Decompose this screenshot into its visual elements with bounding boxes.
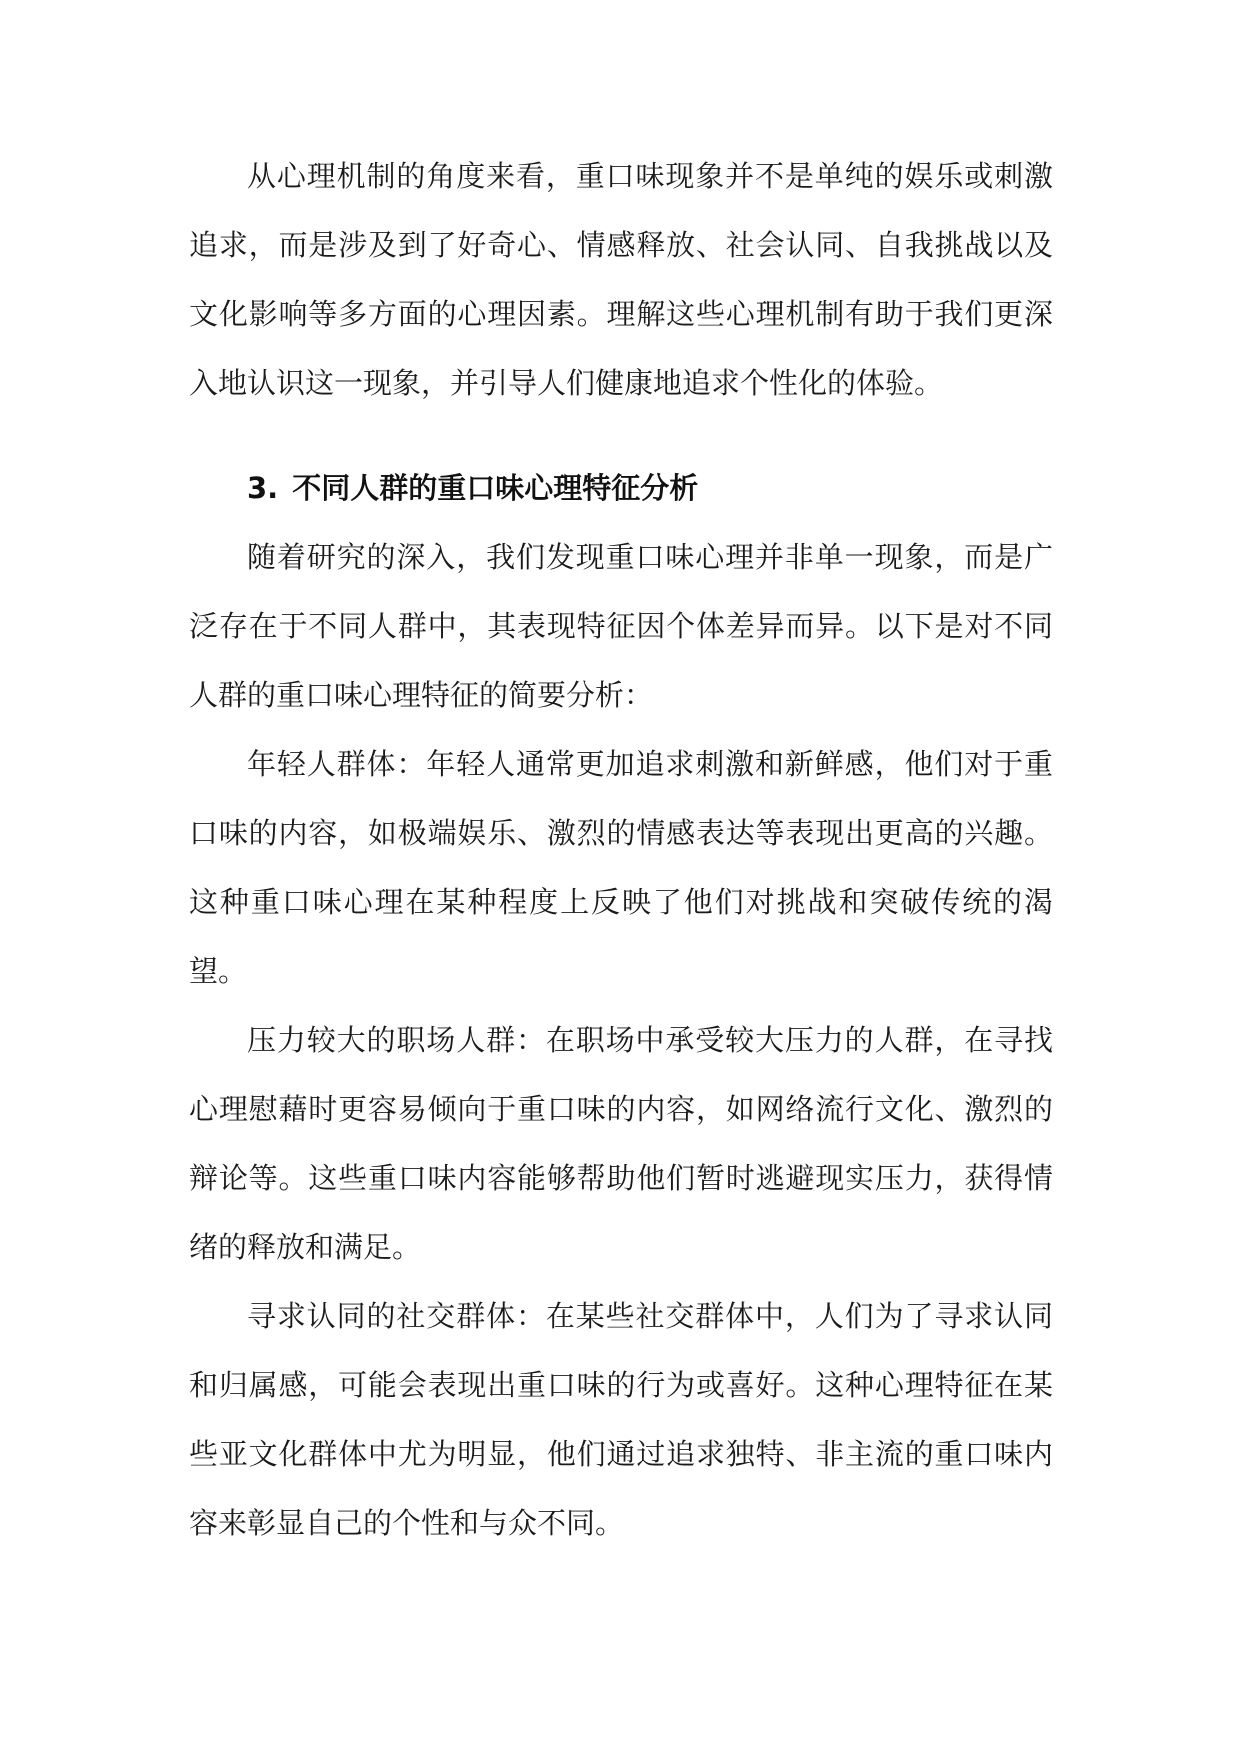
- section-number: 3.: [247, 471, 279, 505]
- document-body: [189, 142, 1053, 1558]
- paragraph-youth: 年轻人群体：年轻人通常更加追求刺激和新鲜感，他们对于重口味的内容，如极端娱乐、激烈的情感表达等表现出更高的兴趣。这种重口味心理在某种程度上反映了他们对挑战和突破传统的渴望。: [189, 747, 1053, 988]
- paragraph-social: 寻求认同的社交群体：在某些社交群体中，人们为了寻求认同和归属感，可能会表现出重口味的行为或喜好。这种心理特征在某些亚文化群体中尤为明显，他们通过追求独特、非主流的重口味内容来彰显自己的个性和与众不同。: [189, 1299, 1053, 1540]
- intro-paragraph: 从心理机制的角度来看，重口味现象并不是单纯的娱乐或刺激追求，而是涉及到了好奇心、情感释放、社会认同、自我挑战以及文化影响等多方面的心理因素。理解这些心理机制有助于我们更深入地认识这一现象，并引导人们健康地追求个性化的体验。: [189, 159, 1053, 400]
- section-heading: [189, 454, 1053, 523]
- section-title: 不同人群的重口味心理特征分析: [292, 471, 699, 505]
- paragraph-workplace: 压力较大的职场人群：在职场中承受较大压力的人群，在寻找心理慰藉时更容易倾向于重口味的内容，如网络流行文化、激烈的辩论等。这些重口味内容能够帮助他们暂时逃避现实压力，获得情绪的释放和满足。: [189, 1023, 1053, 1264]
- paragraph-overview: 随着研究的深入，我们发现重口味心理并非单一现象，而是广泛存在于不同人群中，其表现特征因个体差异而异。以下是对不同人群的重口味心理特征的简要分析：: [189, 540, 1053, 712]
